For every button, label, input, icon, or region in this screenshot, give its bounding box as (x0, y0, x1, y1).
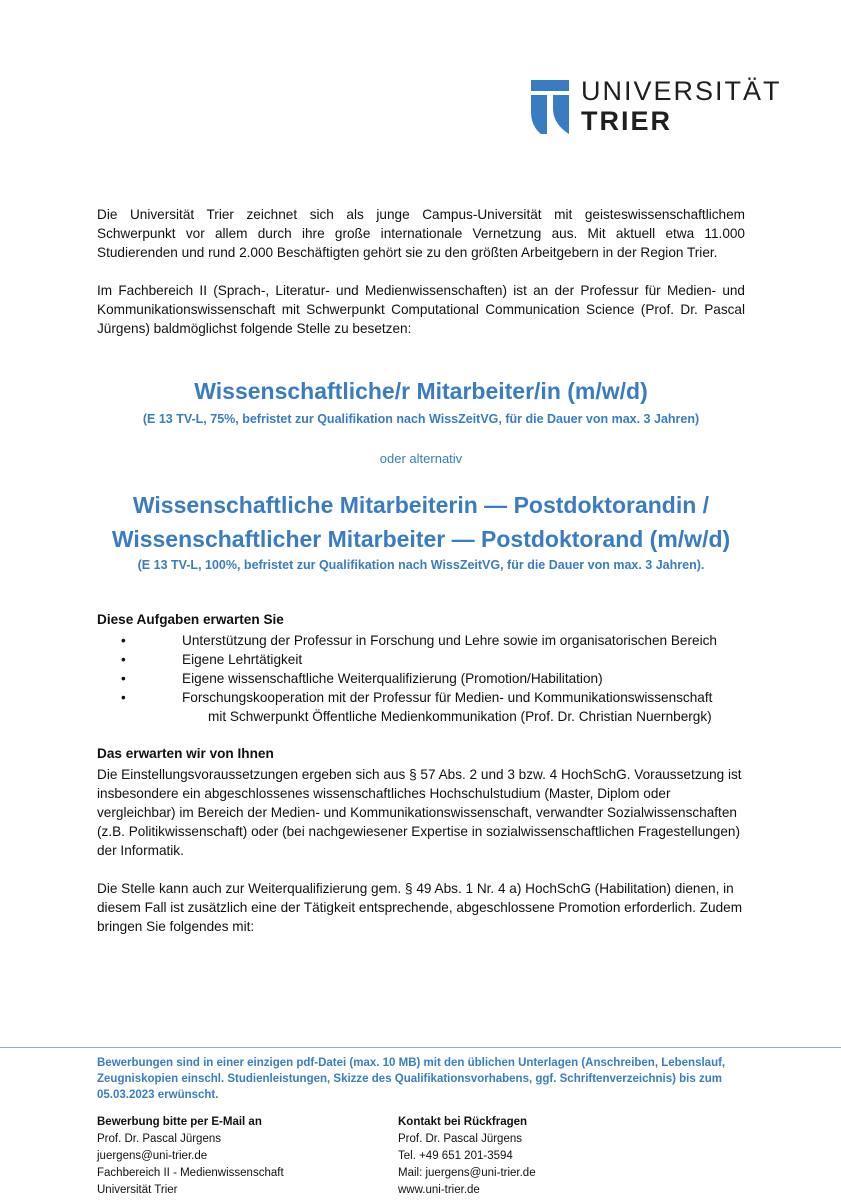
application-university: Universität Trier (97, 1184, 178, 1196)
inquiry-email-link[interactable]: Mail: juergens@uni-trier.de (398, 1167, 536, 1179)
university-logo-mark-icon (531, 80, 569, 134)
logo-wordmark-line1: UNIVERSITÄT (581, 76, 782, 106)
task-text: Eigene Lehrtätigkeit (182, 652, 303, 667)
intro-paragraph-2: Im Fachbereich II (Sprach-, Literatur- und Medienwissenschaften) ist an der Professur für Medien- und Kommunikationswissenschaft mit Schwerpunkt Computational Communication Science (Prof. Dr. Pascal Jürgens) baldmöglichst folgende Stelle zu besetzen: (97, 283, 745, 336)
application-name: Prof. Dr. Pascal Jürgens (97, 1133, 221, 1145)
requirements-heading: Das erwarten wir von Ihnen (97, 746, 274, 761)
position-2-terms: (E 13 TV-L, 100%, befristet zur Qualifikation nach WissZeitVG, für die Dauer von max. 3 Jahren). (137, 558, 705, 572)
position-1-title: Wissenschaftliche/r Mitarbeiter/in (m/w/d) (194, 378, 648, 404)
requirements-paragraph-1: Die Einstellungsvoraussetzungen ergeben sich aus § 57 Abs. 2 und 3 bzw. 4 HochSchG. Voraussetzung ist insbesondere ein abgeschlossenes wissenschaftliches Hochschulstudium (Master, Diplom oder vergleichbar) im Bereich der Medien- und Kommunikationswissenschaft, verwandter Sozialwissenschaften (z.B. Politikwissenschaft) oder (bei nachgewiesener Expertise in sozialwissenschaftlichen Fragestellungen) der Informatik. (97, 767, 742, 858)
task-text: Eigene wissenschaftliche Weiterqualifizierung (Promotion/Habilitation) (182, 671, 603, 686)
inquiry-phone: Tel. +49 651 201-3594 (398, 1150, 513, 1162)
list-item (97, 669, 757, 688)
logo-wordmark-line2: TRIER (581, 106, 672, 136)
tasks-list (97, 631, 757, 726)
position-2-title-line-1: Wissenschaftliche Mitarbeiterin — Postdoktorandin / (132, 492, 710, 518)
application-note: Bewerbungen sind in einer einzigen pdf-Datei (max. 10 MB) mit den üblichen Unterlagen (Anschreiben, Lebenslauf, Zeugniskopien einschl. Studienleistungen, Skizze des Qualifikationsvorhabens, ggf. Schriftenverzeichnis) bis zum 05.03.2023 erwünscht. (97, 1057, 726, 1101)
inquiry-name: Prof. Dr. Pascal Jürgens (398, 1133, 522, 1145)
task-text-continuation: mit Schwerpunkt Öffentliche Medienkommunikation (Prof. Dr. Christian Nuernbergk) (208, 709, 712, 724)
application-heading: Bewerbung bitte per E-Mail an (97, 1116, 262, 1128)
position-2-title-line-2: Wissenschaftlicher Mitarbeiter — Postdoktorand (m/w/d) (111, 526, 731, 552)
bullet-icon: • (121, 652, 126, 667)
list-item (97, 688, 757, 726)
footer-divider (0, 1047, 841, 1048)
bullet-icon: • (121, 633, 126, 648)
alternative-label: oder alternativ (379, 451, 463, 466)
task-text: Unterstützung der Professur in Forschung und Lehre sowie im organisatorischen Bereich (182, 633, 717, 648)
list-item (97, 631, 757, 650)
bullet-icon: • (121, 690, 126, 705)
intro-paragraph-1: Die Universität Trier zeichnet sich als junge Campus-Universität mit geisteswissenschaftlichem Schwerpunkt vor allem durch ihre große internationale Vernetzung aus. Mit aktuell etwa 11.000 Studierenden und rund 2.000 Beschäftigten gehört sie zu den größten Arbeitgebern in der Region Trier. (97, 207, 745, 260)
application-department: Fachbereich II - Medienwissenschaft (97, 1167, 284, 1179)
inquiry-heading: Kontakt bei Rückfragen (398, 1116, 528, 1128)
website-link[interactable]: www.uni-trier.de (398, 1184, 480, 1196)
tasks-heading: Diese Aufgaben erwarten Sie (97, 612, 284, 627)
requirements-paragraph-2: Die Stelle kann auch zur Weiterqualifizierung gem. § 49 Abs. 1 Nr. 4 a) HochSchG (Habilitation) dienen, in diesem Fall ist zusätzlich eine der Tätigkeit entsprechende, abgeschlossene Promotion erforderlich. Zudem bringen Sie folgendes mit: (97, 881, 743, 934)
application-contact-block (97, 1114, 284, 1199)
inquiry-contact-block (398, 1114, 536, 1199)
bullet-icon: • (121, 671, 126, 686)
list-item (97, 650, 757, 669)
task-text: Forschungskooperation mit der Professur für Medien- und Kommunikationswissenschaft (182, 690, 713, 705)
application-email-link[interactable]: juergens@uni-trier.de (97, 1150, 208, 1162)
position-1-terms: (E 13 TV-L, 75%, befristet zur Qualifikation nach WissZeitVG, für die Dauer von max. 3 Jahren) (142, 412, 700, 426)
